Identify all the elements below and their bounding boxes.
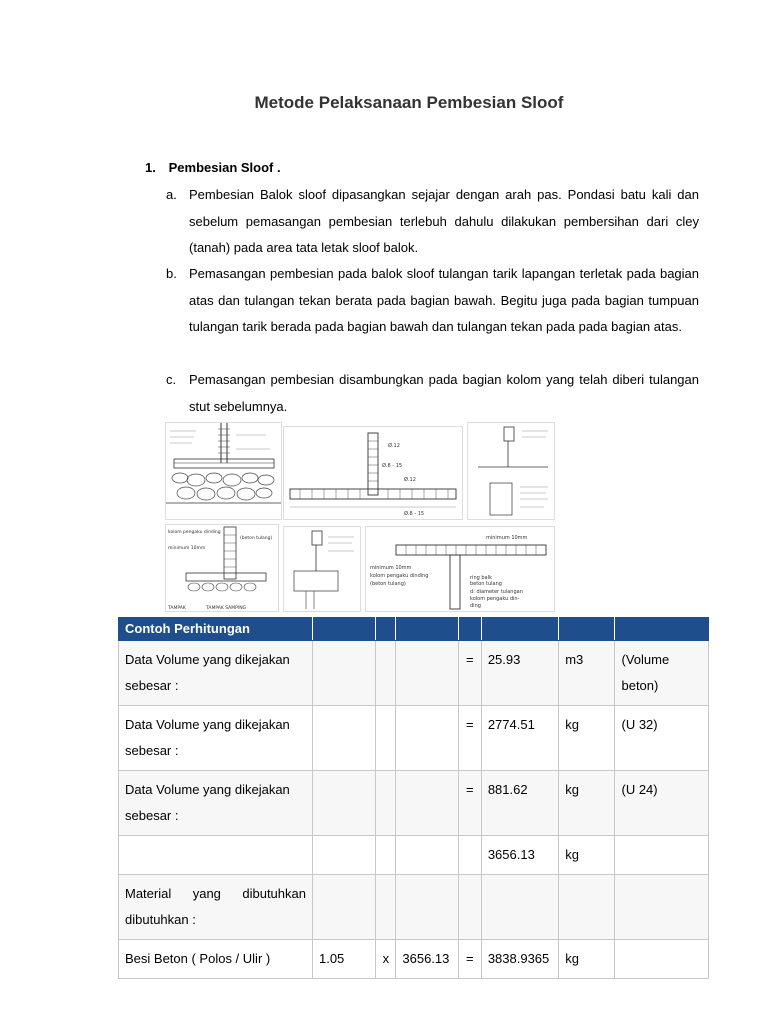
table-header-row: [119, 618, 709, 641]
section-number: 1.: [145, 160, 156, 175]
row-op: [376, 706, 396, 771]
table-row: [119, 706, 709, 771]
row-value: 3656.13: [481, 836, 558, 875]
figure-t-junction: [283, 426, 463, 520]
row-value: 3838.9365: [481, 940, 558, 979]
row-op: [376, 771, 396, 836]
calculation-table: [118, 617, 709, 979]
row-unit: kg: [559, 940, 615, 979]
fig-label: (beton tulang): [370, 581, 406, 587]
fig-label: (beton tulang): [240, 536, 273, 541]
small-section-drawing: [284, 527, 360, 611]
row-value: 881.62: [481, 771, 558, 836]
row-qty: [396, 641, 458, 706]
row-factor: 1.05: [312, 940, 375, 979]
row-factor: [312, 641, 375, 706]
list-text: Pemasangan pembesian pada balok sloof tulangan tarik lapangan terletak pada bagian atas dan tulangan tekan berata pada bagian bawah. Begitu juga pada bagian tumpuan tulangan tarik berada pada bagian bawah dan tulangan tekan pada pada bagian atas.: [189, 266, 699, 334]
row-desc: Data Volume yang dikejakan sebesar :: [119, 706, 313, 771]
section-heading: [145, 160, 281, 175]
table-row: [119, 940, 709, 979]
figure-ring-balk: [365, 526, 555, 612]
fig-label: kolom pengaku dinding: [370, 573, 429, 579]
fig-label: Ø.12: [388, 443, 400, 449]
table-row: [119, 875, 709, 940]
row-op: [376, 641, 396, 706]
fig-label: TAMPAK: [168, 606, 186, 611]
list-text: Pemasangan pembesian disambungkan pada bagian kolom yang telah diberi tulangan stut sebelumnya.: [189, 372, 699, 414]
fig-label: beton tulang: [470, 581, 502, 587]
fig-label: minimum 10mm: [168, 546, 206, 551]
row-desc: [119, 836, 313, 875]
row-unit: kg: [559, 706, 615, 771]
figure-sloof-section: [165, 422, 282, 520]
fig-label: ding: [470, 603, 481, 609]
list-letter: b.: [166, 266, 177, 281]
row-desc: Besi Beton ( Polos / Ulir ): [119, 940, 313, 979]
row-unit: kg: [559, 836, 615, 875]
row-note: (U 32): [615, 706, 709, 771]
fig-label: TAMPAK SAMPING: [206, 606, 247, 611]
row-note: (U 24): [615, 771, 709, 836]
row-qty: [396, 706, 458, 771]
list-letter: a.: [166, 187, 177, 202]
row-note: [615, 940, 709, 979]
row-eq: =: [458, 940, 481, 979]
row-qty: [396, 836, 458, 875]
fig-label: minimum 10mm: [486, 535, 528, 541]
figure-detail: [467, 422, 555, 520]
row-factor: [312, 836, 375, 875]
fig-label: ring balk: [470, 575, 492, 581]
sloof-section-drawing: [166, 423, 281, 519]
row-eq: =: [458, 641, 481, 706]
row-op: x: [376, 940, 396, 979]
row-unit: m3: [559, 641, 615, 706]
fig-label: kolom pengaku dinding: [168, 530, 221, 535]
row-qty: [396, 875, 458, 940]
section-title: Pembesian Sloof .: [168, 160, 281, 175]
fig-label: kolom pengaku din-: [470, 596, 520, 602]
row-factor: [312, 706, 375, 771]
fig-label: Ø.8 - 15: [382, 463, 403, 469]
row-unit: [559, 875, 615, 940]
detail-drawing: [468, 423, 554, 519]
row-unit: kg: [559, 771, 615, 836]
list-text: Pembesian Balok sloof dipasangkan sejajar dengan arah pas. Pondasi batu kali dan sebelum pemasangan pembesian terlebuh dahulu dilakukan pembersihan dari cley (tanah) pada area tata letak sloof balok.: [189, 187, 699, 255]
table-row: [119, 771, 709, 836]
side-view-drawing: [166, 525, 278, 611]
table-header: Contoh Perhitungan: [119, 618, 313, 641]
row-note: (Volume beton): [615, 641, 709, 706]
row-value: [481, 875, 558, 940]
row-eq: =: [458, 706, 481, 771]
row-eq: =: [458, 771, 481, 836]
list-item-a: [166, 182, 699, 262]
row-note: [615, 836, 709, 875]
row-value: 2774.51: [481, 706, 558, 771]
row-op: [376, 875, 396, 940]
ring-balk-drawing: [366, 527, 554, 611]
row-desc: Data Volume yang dikejakan sebesar :: [119, 641, 313, 706]
figure-side-view: [165, 524, 279, 612]
list-item-c: [166, 367, 699, 420]
list-letter: c.: [166, 372, 177, 387]
row-eq: [458, 836, 481, 875]
row-factor: [312, 771, 375, 836]
list-item-b: [166, 261, 699, 341]
row-desc: Data Volume yang dikejakan sebesar :: [119, 771, 313, 836]
row-note: [615, 875, 709, 940]
fig-label: Ø.12: [404, 477, 416, 483]
row-factor: [312, 875, 375, 940]
row-desc: Material yang dibutuhkan dibutuhkan :: [119, 875, 313, 940]
t-junction-drawing: [284, 427, 462, 519]
figure-small-section: [283, 526, 361, 612]
fig-label: d: diameter tulangan: [470, 589, 523, 595]
row-qty: [396, 771, 458, 836]
fig-label: minimum 10mm: [370, 565, 412, 571]
row-op: [376, 836, 396, 875]
row-value: 25.93: [481, 641, 558, 706]
table-row: [119, 836, 709, 875]
row-qty: 3656.13: [396, 940, 458, 979]
page-title: Metode Pelaksanaan Pembesian Sloof: [254, 93, 564, 112]
fig-label: Ø.8 - 15: [404, 511, 425, 517]
row-eq: [458, 875, 481, 940]
table-row: [119, 641, 709, 706]
reinforcement-figures: [165, 422, 553, 610]
